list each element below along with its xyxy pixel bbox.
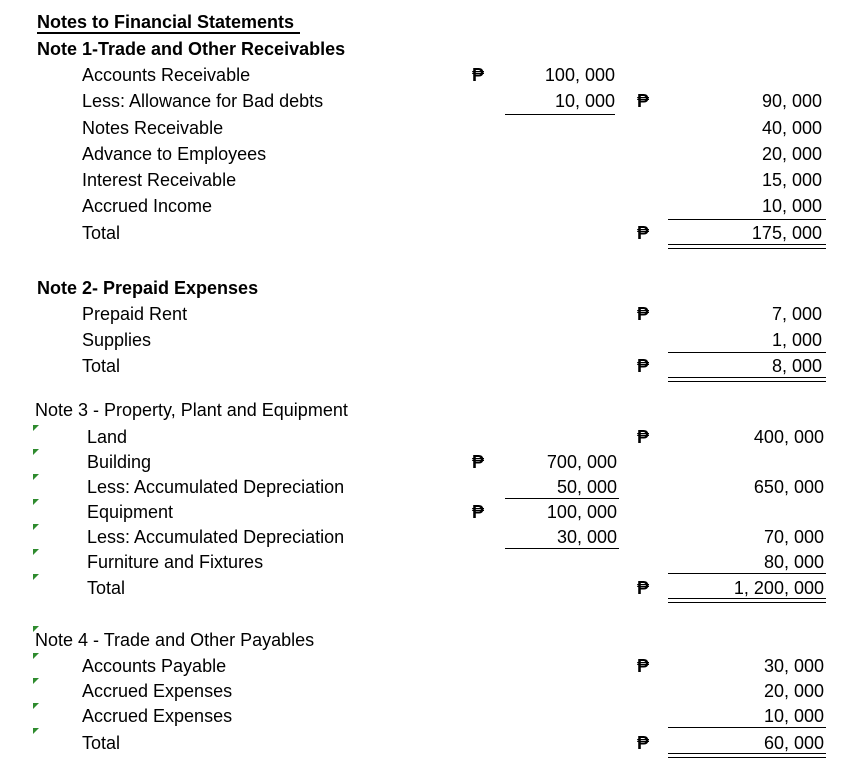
- note2-amount-supplies: 1, 000: [771, 330, 822, 350]
- note4-amount-accrued-expenses-1: 20, 000: [763, 681, 824, 701]
- note3-amount-equipment-net: 70, 000: [763, 527, 824, 547]
- note1-amount-advance: 20, 000: [761, 144, 822, 164]
- note1-label-allowance: Less: Allowance for Bad debts: [82, 91, 324, 111]
- note3-label-equipment: Equipment: [87, 502, 174, 522]
- note3-amount-furniture: 80, 000: [763, 552, 824, 572]
- note1-amount-accrued-income: 10, 000: [761, 196, 822, 216]
- note3-amount-land: 400, 000: [753, 427, 824, 447]
- peso-sign: ₱: [471, 452, 484, 472]
- note2-label-total: Total: [82, 356, 121, 376]
- note3-label-total: Total: [87, 578, 126, 598]
- subtotal-underline: [668, 573, 826, 574]
- cell-marker-icon: [33, 499, 39, 505]
- note4-amount-accrued-expenses-2: 10, 000: [763, 706, 824, 726]
- subtotal-underline: [505, 548, 619, 549]
- peso-sign: ₱: [636, 304, 649, 324]
- note3-label-land: Land: [87, 427, 128, 447]
- note4-title: Note 4 - Trade and Other Payables: [35, 630, 315, 650]
- peso-sign: ₱: [636, 223, 649, 243]
- cell-marker-icon: [33, 549, 39, 555]
- note1-amount-total: 175, 000: [751, 223, 822, 243]
- note1-sub-accounts-receivable: 100, 000: [544, 65, 615, 85]
- cell-marker-icon: [33, 678, 39, 684]
- note1-amount-interest: 15, 000: [761, 170, 822, 190]
- note1-label-advance: Advance to Employees: [82, 144, 267, 164]
- note3-label-accum-dep-equipment: Less: Accumulated Depreciation: [87, 527, 345, 547]
- total-double-underline: [668, 598, 826, 603]
- peso-sign: ₱: [471, 65, 484, 85]
- note4-amount-total: 60, 000: [763, 733, 824, 753]
- note1-amount-notes-receivable: 40, 000: [761, 118, 822, 138]
- note4-label-total: Total: [82, 733, 121, 753]
- cell-marker-icon: [33, 524, 39, 530]
- note3-sub-building: 700, 000: [546, 452, 617, 472]
- note4-label-accrued-expenses-2: Accrued Expenses: [82, 706, 233, 726]
- cell-marker-icon: [33, 574, 39, 580]
- subtotal-underline: [505, 498, 619, 499]
- total-double-underline: [668, 753, 826, 758]
- note3-title: Note 3 - Property, Plant and Equipment: [35, 400, 348, 420]
- cell-marker-icon: [33, 449, 39, 455]
- note1-title: Note 1-Trade and Other Receivables: [37, 39, 346, 59]
- note4-amount-accounts-payable: 30, 000: [763, 656, 824, 676]
- cell-marker-icon: [33, 728, 39, 734]
- note1-amount-allowance: 90, 000: [761, 91, 822, 111]
- note1-label-interest: Interest Receivable: [82, 170, 237, 190]
- note3-label-accum-dep-building: Less: Accumulated Depreciation: [87, 477, 345, 497]
- cell-marker-icon: [33, 653, 39, 659]
- peso-sign: ₱: [636, 733, 649, 753]
- subtotal-underline: [505, 114, 615, 115]
- note3-label-furniture: Furniture and Fixtures: [87, 552, 264, 572]
- note2-title: Note 2- Prepaid Expenses: [37, 278, 259, 298]
- note1-label-total: Total: [82, 223, 121, 243]
- note2-amount-prepaid-rent: 7, 000: [771, 304, 822, 324]
- peso-sign: ₱: [471, 502, 484, 522]
- note2-label-prepaid-rent: Prepaid Rent: [82, 304, 188, 324]
- note2-amount-total: 8, 000: [771, 356, 822, 376]
- note3-amount-total: 1, 200, 000: [733, 578, 824, 598]
- peso-sign: ₱: [636, 578, 649, 598]
- peso-sign: ₱: [636, 91, 649, 111]
- peso-sign: ₱: [636, 427, 649, 447]
- note4-label-accrued-expenses-1: Accrued Expenses: [82, 681, 233, 701]
- note1-label-accrued-income: Accrued Income: [82, 196, 213, 216]
- subtotal-underline: [668, 219, 826, 220]
- total-double-underline: [668, 244, 826, 249]
- document-title: Notes to Financial Statements: [37, 12, 300, 34]
- note2-label-supplies: Supplies: [82, 330, 152, 350]
- total-double-underline: [668, 377, 826, 382]
- note1-label-notes-receivable: Notes Receivable: [82, 118, 224, 138]
- note3-sub-equipment: 100, 000: [546, 502, 617, 522]
- note3-label-building: Building: [87, 452, 152, 472]
- peso-sign: ₱: [636, 656, 649, 676]
- peso-sign: ₱: [636, 356, 649, 376]
- note3-amount-building-net: 650, 000: [753, 477, 824, 497]
- cell-marker-icon: [33, 425, 39, 431]
- cell-marker-icon: [33, 474, 39, 480]
- note1-sub-allowance: 10, 000: [554, 91, 615, 111]
- note4-label-accounts-payable: Accounts Payable: [82, 656, 227, 676]
- subtotal-underline: [668, 727, 826, 728]
- note3-sub-accum-dep-equipment: 30, 000: [556, 527, 617, 547]
- note1-label-accounts-receivable: Accounts Receivable: [82, 65, 251, 85]
- note3-sub-accum-dep-building: 50, 000: [556, 477, 617, 497]
- cell-marker-icon: [33, 703, 39, 709]
- subtotal-underline: [668, 352, 826, 353]
